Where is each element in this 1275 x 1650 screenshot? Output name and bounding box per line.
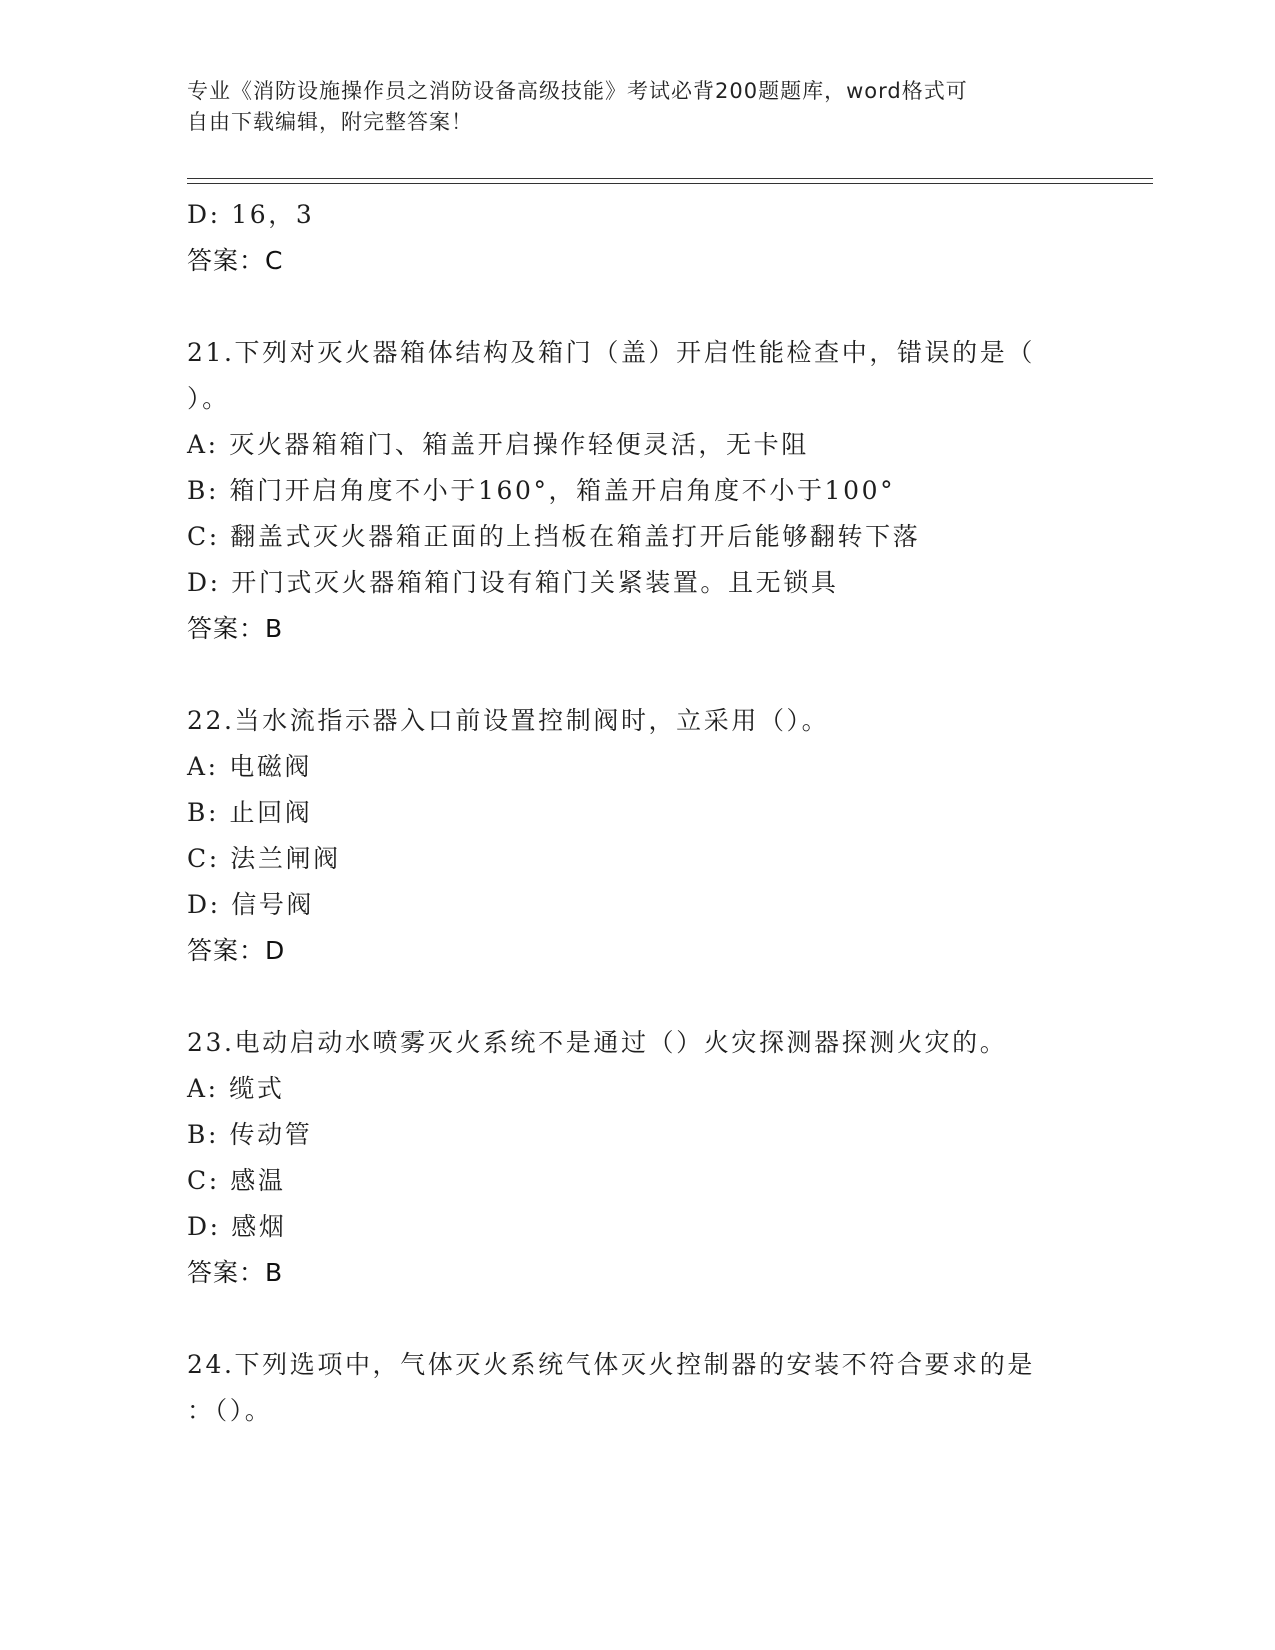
- spacer: [187, 652, 1087, 698]
- header-rule-bottom: [187, 183, 1153, 184]
- header-line-2: 自由下载编辑，附完整答案！: [187, 110, 473, 134]
- option-a: A: 缆式: [187, 1074, 285, 1103]
- option-c: C: 感温: [187, 1166, 286, 1195]
- question-stem: 24.下列选项中，气体灭火系统气体灭火控制器的安装不符合要求的是: [187, 1350, 1035, 1379]
- option-d: D: 信号阀: [187, 890, 315, 919]
- answer: 答案：B: [187, 1258, 284, 1287]
- answer: 答案：C: [187, 246, 284, 275]
- option-d: D: 感烟: [187, 1212, 287, 1241]
- question-stem-continued: ）。: [187, 384, 230, 413]
- question-21: [187, 330, 1087, 652]
- question-stem-continued: ：（）。: [187, 1396, 273, 1425]
- question-23: [187, 1020, 1087, 1296]
- document-body: [187, 192, 1087, 1434]
- option-a: A: 灭火器箱箱门、箱盖开启操作轻便灵活，无卡阻: [187, 430, 809, 459]
- option-b: B: 传动管: [187, 1120, 313, 1149]
- option-b: B: 箱门开启角度不小于160°，箱盖开启角度不小于100°: [187, 476, 896, 505]
- option-d: D: 开门式灭火器箱箱门设有箱门关紧装置。且无锁具: [187, 568, 839, 597]
- question-stem: 21.下列对灭火器箱体结构及箱门（盖）开启性能检查中，错误的是（: [187, 338, 1035, 367]
- question-24: [187, 1342, 1087, 1434]
- option-c: C: 法兰闸阀: [187, 844, 341, 873]
- spacer: [187, 1296, 1087, 1342]
- option-c: C: 翻盖式灭火器箱正面的上挡板在箱盖打开后能够翻转下落: [187, 522, 921, 551]
- option-d: D: 16，3: [187, 200, 315, 229]
- answer: 答案：D: [187, 936, 286, 965]
- question-22: [187, 698, 1087, 974]
- header-rule-top: [187, 178, 1153, 179]
- answer: 答案：B: [187, 614, 284, 643]
- question-stem: 22.当水流指示器入口前设置控制阀时，立采用（）。: [187, 706, 830, 735]
- option-a: A: 电磁阀: [187, 752, 313, 781]
- header-line-1: 专业《消防设施操作员之消防设备高级技能》考试必背200题题库，word格式可: [187, 79, 968, 103]
- option-b: B: 止回阀: [187, 798, 313, 827]
- question-stem: 23.电动启动水喷雾灭火系统不是通过（）火灾探测器探测火灾的。: [187, 1028, 1008, 1057]
- previous-question-tail: [187, 192, 1087, 284]
- page-header: [187, 76, 1067, 138]
- spacer: [187, 284, 1087, 330]
- spacer: [187, 974, 1087, 1020]
